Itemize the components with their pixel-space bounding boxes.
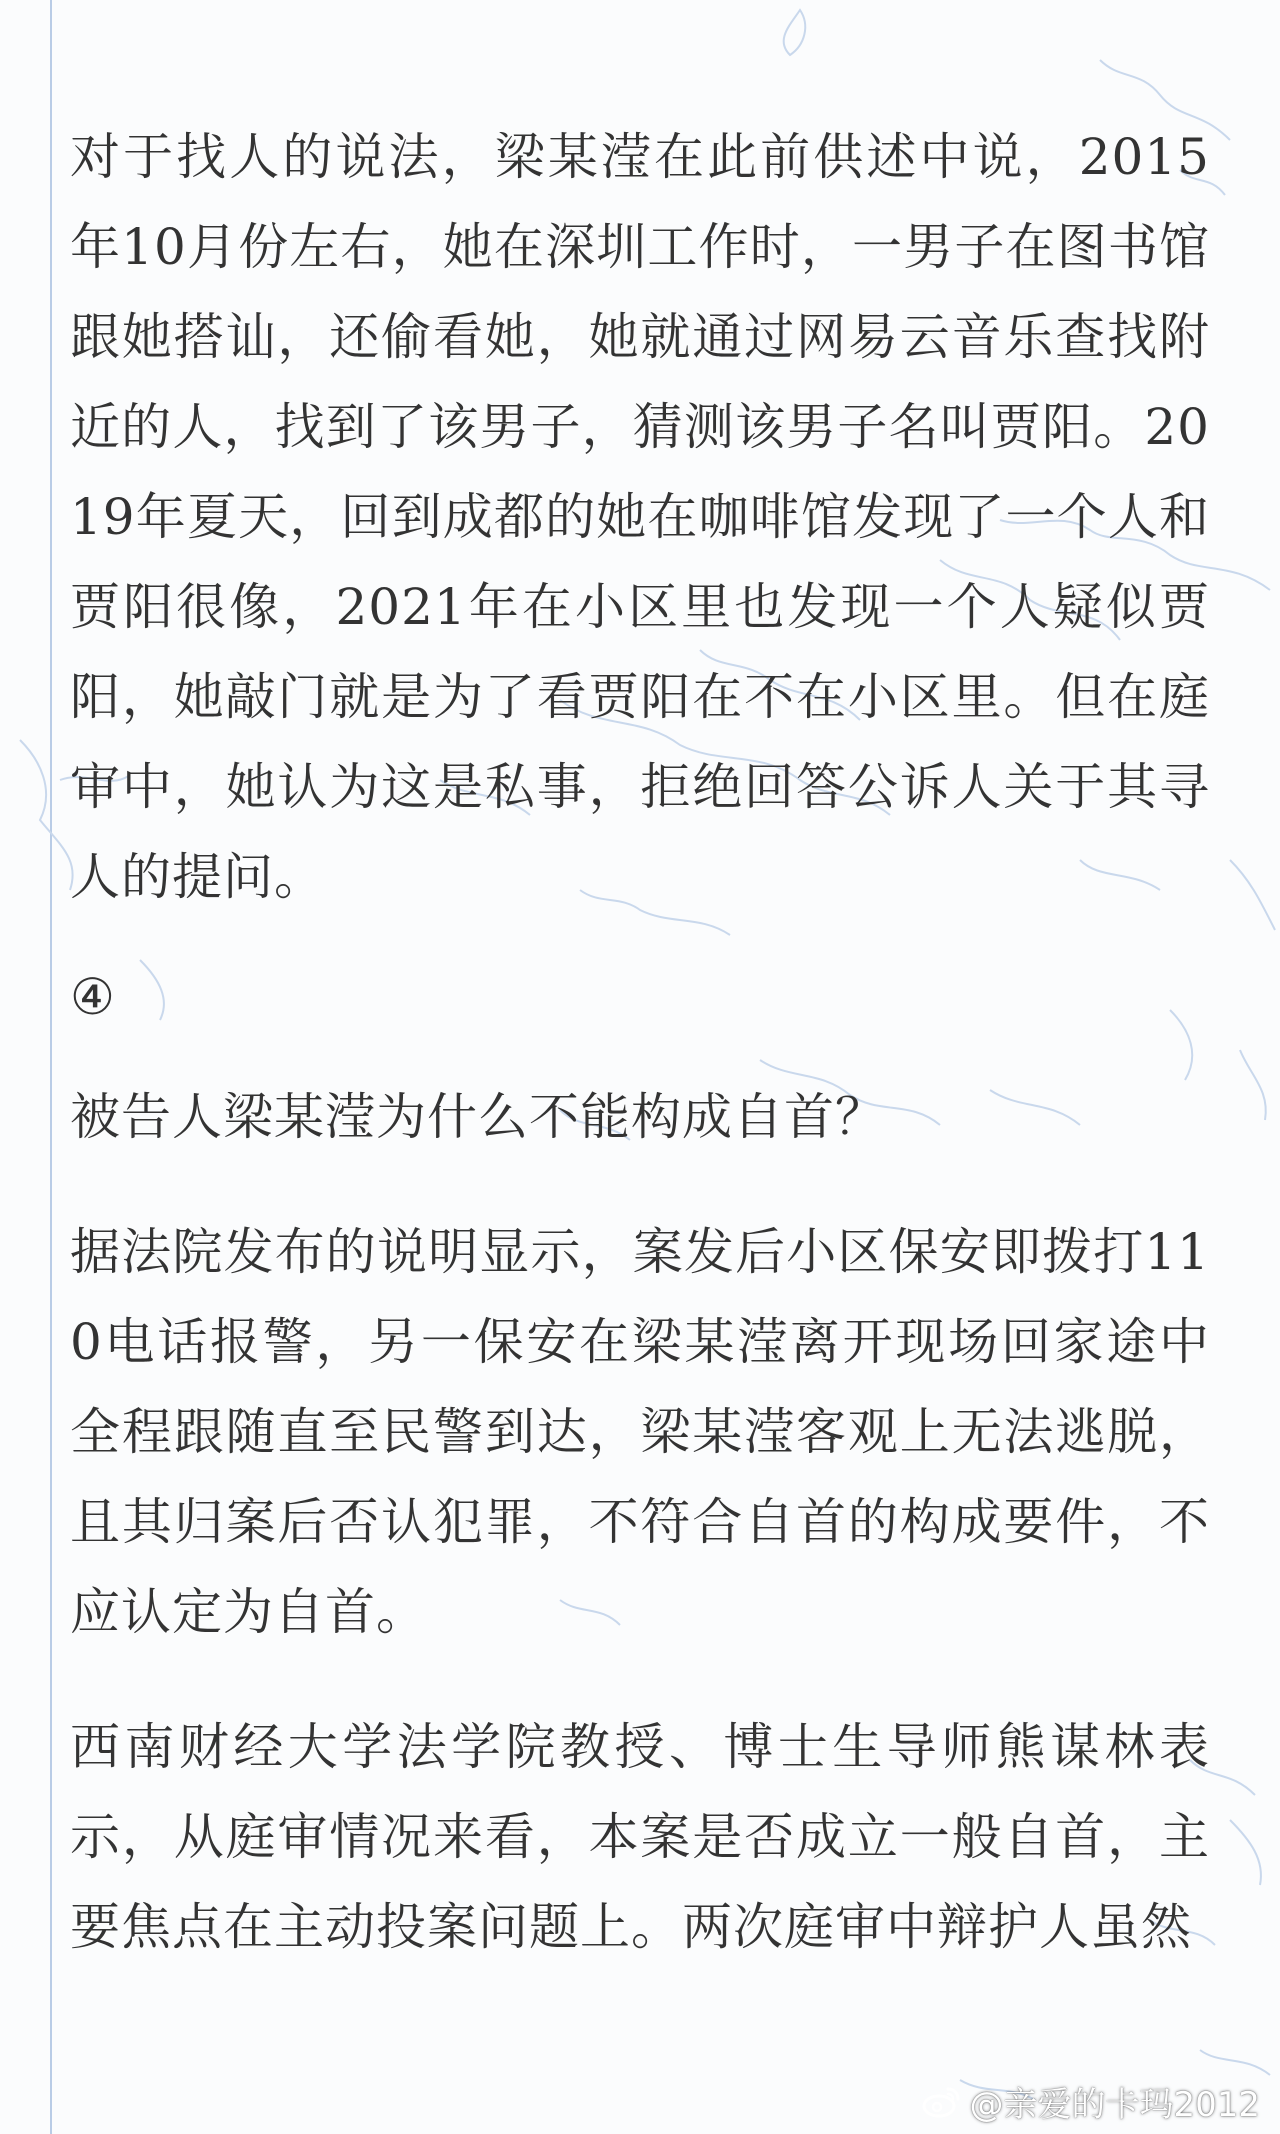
watermark-text: @亲爱的卡玛2012: [969, 2085, 1260, 2125]
section-question: 被告人梁某滢为什么不能构成自首？: [70, 1088, 886, 1146]
weibo-icon: [921, 2085, 961, 2119]
paragraph-expert-comment: 西南财经大学法学院教授、博士生导师熊谋林表示，从庭审情况来看，本案是否成立一般自首，主要焦点在主动投案问题上。两次庭审中辩护人虽然: [70, 1718, 1210, 1956]
paragraph-court-explanation: 据法院发布的说明显示，案发后小区保安即拨打110电话报警，另一保安在梁某滢离开现场回家途中全程跟随直至民警到达，梁某滢客观上无法逃脱，且其归案后否认犯罪，不符合自首的构成要件，不应认定为自首。: [70, 1223, 1210, 1641]
weibo-watermark: [921, 2077, 1260, 2126]
section-marker: ④: [70, 968, 116, 1026]
article-body: [70, 112, 1210, 1972]
paragraph-search-claim: 对于找人的说法，梁某滢在此前供述中说，2015年10月份左右，她在深圳工作时，一男子在图书馆跟她搭讪，还偷看她，她就通过网易云音乐查找附近的人，找到了该男子，猜测该男子名叫贾阳。2019年夏天，回到成都的她在咖啡馆发现了一个人和贾阳很像，2021年在小区里也发现一个人疑似贾阳，她敲门就是为了看贾阳在不在小区里。但在庭审中，她认为这是私事，拒绝回答公诉人关于其寻人的提问。: [70, 128, 1210, 906]
